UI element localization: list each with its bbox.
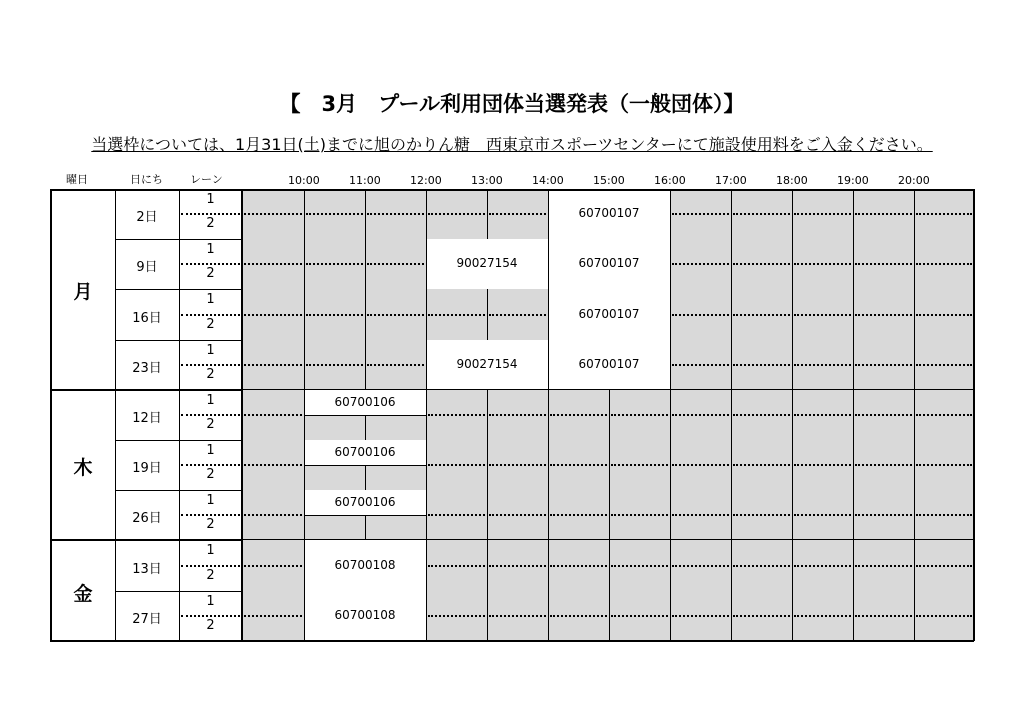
slot-line xyxy=(304,390,305,440)
lane-2-label: 2 xyxy=(206,366,215,382)
lane-divider xyxy=(672,565,729,567)
slot-line xyxy=(914,239,915,289)
lane-divider xyxy=(181,464,240,466)
slot-line xyxy=(365,465,366,490)
slot-line xyxy=(853,591,854,641)
slot-line xyxy=(914,340,915,390)
lane-divider xyxy=(181,263,240,265)
lane-1-label: 1 xyxy=(206,493,215,509)
lane-divider xyxy=(550,464,607,466)
table-right-line xyxy=(973,189,975,641)
lane-1-label: 1 xyxy=(206,443,215,458)
lane-divider xyxy=(855,314,912,316)
lane-divider xyxy=(611,514,668,516)
lane-divider xyxy=(306,263,363,265)
slot-line xyxy=(792,340,793,390)
lane-divider xyxy=(367,263,424,265)
lane-divider xyxy=(855,263,912,265)
slot-line xyxy=(853,189,854,239)
lane-divider xyxy=(489,615,546,617)
lane-divider xyxy=(489,414,546,416)
slot-line xyxy=(304,289,305,339)
lane-1-label: 1 xyxy=(206,593,215,609)
lane-divider xyxy=(244,314,302,316)
booking-code: 60700107 xyxy=(578,256,640,271)
date-cell: 2日 xyxy=(136,210,158,226)
lane-divider xyxy=(244,364,302,366)
slot-line xyxy=(426,340,427,390)
lane-divider xyxy=(306,364,363,366)
lane-divider xyxy=(611,565,668,567)
slot-line xyxy=(548,239,549,289)
slot-line xyxy=(914,440,915,490)
slot-line xyxy=(426,239,427,289)
lane-divider xyxy=(244,565,302,567)
slot-line xyxy=(670,390,671,440)
time-label: 11:00 xyxy=(349,174,381,187)
slot-line xyxy=(548,340,549,390)
slot-line xyxy=(792,239,793,289)
weekday-cell: 木 xyxy=(73,457,93,480)
slot-line xyxy=(914,189,915,239)
lane-2-label: 2 xyxy=(206,517,215,533)
date-cell: 23日 xyxy=(132,360,162,376)
lane-1-label: 1 xyxy=(206,192,215,207)
lane-divider xyxy=(733,414,790,416)
lane-divider xyxy=(733,314,790,316)
lane-divider xyxy=(428,514,485,516)
slot-line xyxy=(792,289,793,339)
lane-divider xyxy=(794,514,851,516)
slot-line xyxy=(914,390,915,440)
lane-1-label: 1 xyxy=(206,543,215,559)
slot-line xyxy=(548,490,549,540)
slot-line xyxy=(670,340,671,390)
slot-line xyxy=(853,440,854,490)
lane-divider xyxy=(672,615,729,617)
lane-divider xyxy=(489,213,546,215)
booking-code: 60700106 xyxy=(334,394,396,409)
lane-divider xyxy=(550,565,607,567)
column-line xyxy=(179,189,180,641)
column-line xyxy=(241,189,243,641)
lane-divider xyxy=(794,213,851,215)
lane-divider xyxy=(550,514,607,516)
slot-line xyxy=(609,540,610,590)
lane-divider xyxy=(244,213,302,215)
slot-line xyxy=(365,189,366,239)
slot-line xyxy=(670,289,671,339)
lane-2-label: 2 xyxy=(206,316,215,332)
lane-divider xyxy=(367,213,424,215)
lane-divider xyxy=(855,464,912,466)
time-label: 17:00 xyxy=(715,174,747,187)
lane-divider xyxy=(916,414,972,416)
lane-divider xyxy=(489,314,546,316)
slot-line xyxy=(548,591,549,641)
booking-code: 60700107 xyxy=(578,206,640,221)
lane-divider xyxy=(306,213,363,215)
lane-divider xyxy=(855,364,912,366)
booking-code: 60700106 xyxy=(334,495,396,510)
booking-code: 60700108 xyxy=(334,607,396,622)
slot-line xyxy=(487,540,488,590)
time-label: 20:00 xyxy=(898,174,930,187)
lane-divider xyxy=(181,364,240,366)
slot-line xyxy=(731,289,732,339)
slot-line xyxy=(487,289,488,339)
table-top-line xyxy=(50,189,974,191)
date-cell: 26日 xyxy=(132,511,162,527)
lane-divider xyxy=(794,464,851,466)
slot-line xyxy=(731,591,732,641)
lane-divider xyxy=(181,414,240,416)
notice-text: 当選枠については、1月31日(土)までに旭のかりん糖 西東京市スポーツセンターにて施設使用料をご入金ください。 xyxy=(91,135,933,154)
lane-divider xyxy=(489,464,546,466)
slot-line xyxy=(853,289,854,339)
lane-divider xyxy=(916,464,972,466)
date-cell: 16日 xyxy=(132,310,162,326)
lane-divider xyxy=(244,464,302,466)
table-left-line xyxy=(50,189,52,641)
lane-divider xyxy=(181,514,240,516)
slot-line xyxy=(487,440,488,490)
lane-divider xyxy=(244,414,302,416)
slot-line xyxy=(914,289,915,339)
slot-line xyxy=(853,340,854,390)
slot-line xyxy=(304,189,305,239)
slot-line xyxy=(670,239,671,289)
slot-line xyxy=(426,490,427,540)
slot-line xyxy=(487,490,488,540)
slot-line xyxy=(731,540,732,590)
lane-divider xyxy=(733,263,790,265)
lane-divider xyxy=(181,615,240,617)
lane-divider xyxy=(489,565,546,567)
slot-line xyxy=(731,189,732,239)
lane-divider xyxy=(244,615,302,617)
lane-divider xyxy=(367,364,424,366)
slot-line xyxy=(670,540,671,590)
slot-line xyxy=(304,440,305,490)
slot-line xyxy=(487,591,488,641)
slot-split-line xyxy=(304,415,365,416)
lane-divider xyxy=(672,514,729,516)
lane-divider xyxy=(916,364,972,366)
lane-2-label: 2 xyxy=(206,216,215,232)
lane-divider xyxy=(672,364,729,366)
slot-line xyxy=(548,440,549,490)
lane-divider xyxy=(733,514,790,516)
lane-divider xyxy=(794,615,851,617)
lane-2-label: 2 xyxy=(206,467,215,483)
slot-line xyxy=(853,390,854,440)
slot-line xyxy=(914,540,915,590)
booking-code: 60700108 xyxy=(334,557,396,572)
date-cell: 19日 xyxy=(132,461,162,477)
lane-divider xyxy=(428,615,485,617)
slot-split-line xyxy=(365,515,426,516)
column-line xyxy=(115,189,116,641)
slot-line xyxy=(487,390,488,440)
lane-divider xyxy=(611,414,668,416)
lane-divider xyxy=(428,464,485,466)
slot-line xyxy=(487,189,488,239)
slot-line xyxy=(731,340,732,390)
lane-divider xyxy=(611,464,668,466)
lane-divider xyxy=(489,514,546,516)
lane-divider xyxy=(916,615,972,617)
time-label: 16:00 xyxy=(654,174,686,187)
slot-line xyxy=(365,515,366,540)
booking-code: 90027154 xyxy=(456,256,518,271)
slot-line xyxy=(609,390,610,440)
lane-1-label: 1 xyxy=(206,242,215,258)
slot-line xyxy=(914,591,915,641)
date-cell: 9日 xyxy=(136,260,158,276)
slot-line xyxy=(670,490,671,540)
slot-line xyxy=(426,390,427,440)
lane-2-label: 2 xyxy=(206,617,215,633)
booking-code: 60700106 xyxy=(334,445,396,459)
slot-split-line xyxy=(365,415,426,416)
lane-divider xyxy=(181,213,240,215)
lane-divider xyxy=(672,464,729,466)
lane-divider xyxy=(181,314,240,316)
date-cell: 13日 xyxy=(132,561,162,577)
lane-divider xyxy=(794,414,851,416)
lane-2-label: 2 xyxy=(206,416,215,432)
time-label: 14:00 xyxy=(532,174,564,187)
slot-line xyxy=(731,239,732,289)
lane-divider xyxy=(916,263,972,265)
time-label: 15:00 xyxy=(593,174,625,187)
slot-split-line xyxy=(365,465,426,466)
slot-line xyxy=(548,390,549,440)
slot-split-line xyxy=(304,465,365,466)
lane-divider xyxy=(367,314,424,316)
lane-divider xyxy=(794,314,851,316)
lane-divider xyxy=(733,364,790,366)
booking-code: 90027154 xyxy=(456,356,518,371)
weekday-cell: 月 xyxy=(73,281,93,304)
slot-line xyxy=(731,390,732,440)
weekday-header: 曜日 xyxy=(66,173,88,186)
lane-divider xyxy=(550,615,607,617)
lane-divider xyxy=(855,514,912,516)
lane-header: レーン xyxy=(190,173,223,186)
lane-divider xyxy=(672,263,729,265)
lane-divider xyxy=(733,464,790,466)
time-label: 19:00 xyxy=(837,174,869,187)
slot-line xyxy=(792,390,793,440)
lane-divider xyxy=(855,565,912,567)
lane-divider xyxy=(916,213,972,215)
slot-line xyxy=(304,340,305,390)
lane-1-label: 1 xyxy=(206,342,215,358)
slot-line xyxy=(304,540,305,590)
booking-code: 60700107 xyxy=(578,356,640,371)
lane-divider xyxy=(181,565,240,567)
lane-divider xyxy=(428,213,485,215)
slot-line xyxy=(792,189,793,239)
slot-line xyxy=(609,490,610,540)
slot-line xyxy=(792,440,793,490)
lane-divider xyxy=(916,314,972,316)
time-label: 10:00 xyxy=(288,174,320,187)
lane-divider xyxy=(916,565,972,567)
slot-line xyxy=(792,591,793,641)
lane-divider xyxy=(733,213,790,215)
lane-2-label: 2 xyxy=(206,266,215,282)
lane-divider xyxy=(916,514,972,516)
slot-line xyxy=(853,239,854,289)
lane-divider xyxy=(672,314,729,316)
slot-line xyxy=(792,490,793,540)
slot-line xyxy=(670,189,671,239)
time-label: 13:00 xyxy=(471,174,503,187)
slot-line xyxy=(426,440,427,490)
lane-2-label: 2 xyxy=(206,567,215,583)
lane-divider xyxy=(428,565,485,567)
booking-code: 60700107 xyxy=(578,306,640,321)
lane-divider xyxy=(550,414,607,416)
slot-line xyxy=(853,490,854,540)
slot-line xyxy=(426,289,427,339)
slot-line xyxy=(365,289,366,339)
slot-line xyxy=(914,490,915,540)
lane-divider xyxy=(855,414,912,416)
lane-1-label: 1 xyxy=(206,392,215,408)
time-label: 12:00 xyxy=(410,174,442,187)
lane-divider xyxy=(733,615,790,617)
slot-line xyxy=(609,440,610,490)
slot-line xyxy=(304,239,305,289)
slot-line xyxy=(853,540,854,590)
slot-line xyxy=(609,591,610,641)
slot-line xyxy=(426,540,427,590)
slot-line xyxy=(792,540,793,590)
slot-line xyxy=(670,591,671,641)
lane-divider xyxy=(428,314,485,316)
lane-divider xyxy=(794,263,851,265)
date-cell: 12日 xyxy=(132,410,162,426)
slot-line xyxy=(548,289,549,339)
weekday-cell: 金 xyxy=(73,582,93,605)
lane-divider xyxy=(611,615,668,617)
slot-line xyxy=(731,440,732,490)
lane-divider xyxy=(733,565,790,567)
lane-1-label: 1 xyxy=(206,292,215,308)
lane-divider xyxy=(672,213,729,215)
lane-divider xyxy=(672,414,729,416)
date-cell: 27日 xyxy=(132,611,162,627)
lane-divider xyxy=(244,263,302,265)
slot-line xyxy=(304,490,305,540)
lane-divider xyxy=(244,514,302,516)
slot-line xyxy=(365,239,366,289)
slot-line xyxy=(548,540,549,590)
lane-divider xyxy=(794,364,851,366)
lane-divider xyxy=(428,414,485,416)
slot-line xyxy=(426,189,427,239)
lane-divider xyxy=(306,314,363,316)
group-line xyxy=(50,640,974,642)
time-label: 18:00 xyxy=(776,174,808,187)
slot-line xyxy=(426,591,427,641)
lane-divider xyxy=(855,213,912,215)
lane-divider xyxy=(794,565,851,567)
slot-line xyxy=(731,490,732,540)
slot-line xyxy=(670,440,671,490)
date-header: 日にち xyxy=(130,173,163,186)
lane-divider xyxy=(855,615,912,617)
slot-line xyxy=(304,591,305,641)
page-title: 【 3月 プール利用団体当選発表（一般団体）】 xyxy=(279,92,745,116)
slot-split-line xyxy=(304,515,365,516)
slot-line xyxy=(365,340,366,390)
slot-line xyxy=(548,189,549,239)
slot-line xyxy=(365,415,366,440)
